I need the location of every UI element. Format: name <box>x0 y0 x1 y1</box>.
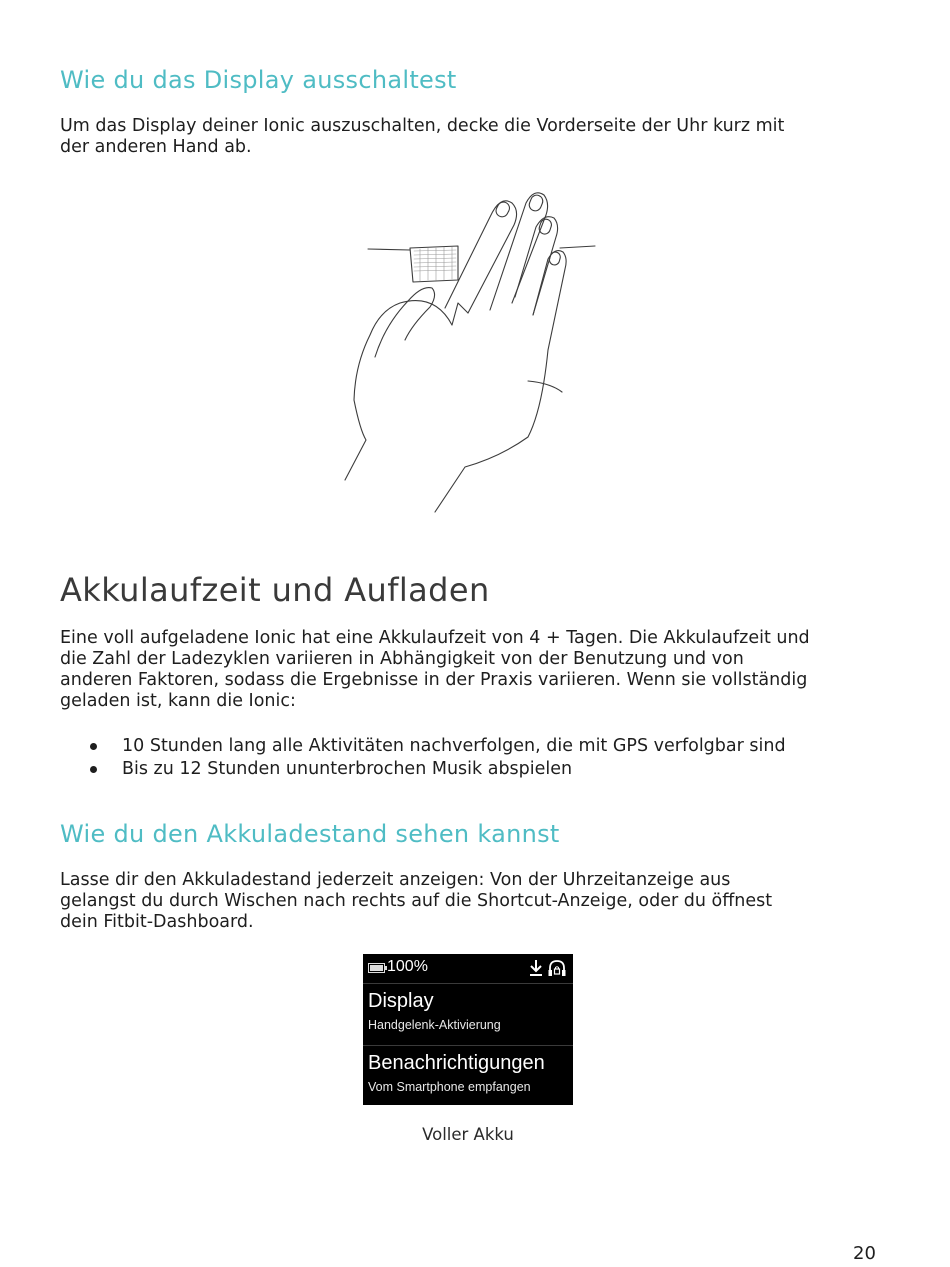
download-icon <box>529 959 543 977</box>
body-line: anderen Faktoren, sodass die Ergebnisse in der Praxis variieren. Wenn sie vollständig <box>60 670 808 690</box>
watch-status-bar <box>363 954 573 984</box>
watch-menu-item-subtitle: Handgelenk-Aktivierung <box>368 1018 501 1032</box>
section-heading-battery-level: Wie du den Akkuladestand sehen kannst <box>60 820 560 848</box>
battery-percent: 100% <box>387 958 428 975</box>
bullet-icon <box>90 766 97 773</box>
watch-menu-item-title: Display <box>368 990 434 1012</box>
body-line: dein Fitbit-Dashboard. <box>60 912 254 932</box>
body-line: Lasse dir den Akkuladestand jederzeit anzeigen: Von der Uhrzeitanzeige aus <box>60 870 731 890</box>
section-heading-battery: Akkulaufzeit und Aufladen <box>60 571 490 609</box>
watch-menu-item-title: Benachrichtigungen <box>368 1052 545 1074</box>
section-body-display-off <box>60 116 910 158</box>
finger-little <box>533 251 566 350</box>
list-item-text: 10 Stunden lang alle Aktivitäten nachverfolgen, die mit GPS verfolgbar sind <box>122 736 786 756</box>
battery-bullet-list <box>60 735 920 781</box>
body-line: Eine voll aufgeladene Ionic hat eine Akkulaufzeit von 4 + Tagen. Die Akkulaufzeit und <box>60 628 810 648</box>
hand-edge <box>452 303 468 325</box>
figure-caption: Voller Akku <box>422 1125 514 1144</box>
watch-menu-item-notifications[interactable] <box>363 1046 573 1105</box>
fingernail <box>548 251 561 266</box>
hand-outline <box>435 350 548 512</box>
list-item-text: Bis zu 12 Stunden ununterbrochen Musik abspielen <box>122 759 573 779</box>
body-line: der anderen Hand ab. <box>60 137 252 157</box>
body-line: geladen ist, kann die Ionic: <box>60 691 296 711</box>
battery-fill <box>370 965 383 971</box>
finger-ring <box>515 217 558 315</box>
watch-band-line <box>368 249 410 250</box>
section-body-battery-level <box>60 870 920 933</box>
watch-screen <box>363 954 573 1105</box>
section-body-battery <box>60 628 920 712</box>
thumb <box>375 288 435 357</box>
watch-menu-item-display[interactable] <box>363 984 573 1046</box>
list-item <box>60 758 920 781</box>
fingernail <box>494 200 512 219</box>
finger-index <box>445 201 517 313</box>
watch-mesh <box>414 247 456 281</box>
watch-case <box>410 246 458 282</box>
list-item <box>60 735 920 758</box>
hand-outline <box>345 301 452 480</box>
watch-menu-item-subtitle: Vom Smartphone empfangen <box>368 1080 531 1094</box>
section-heading-display-off: Wie du das Display ausschaltest <box>60 66 457 94</box>
hand-covering-watch-icon <box>340 185 610 515</box>
body-line: gelangst du durch Wischen nach rechts auf die Shortcut-Anzeige, oder du öffnest <box>60 891 773 911</box>
body-line: die Zahl der Ladezyklen variieren in Abhängigkeit von der Benutzung und von <box>60 649 744 669</box>
battery-icon <box>368 963 385 973</box>
wrist-crease <box>528 381 562 392</box>
bullet-icon <box>90 743 97 750</box>
headphones-lock-icon <box>547 958 567 978</box>
body-line: Um das Display deiner Ionic auszuschalten, decke die Vorderseite der Uhr kurz mit <box>60 116 785 136</box>
page-number: 20 <box>853 1243 876 1264</box>
fingernail <box>538 218 553 236</box>
watch-band-line <box>560 246 595 248</box>
